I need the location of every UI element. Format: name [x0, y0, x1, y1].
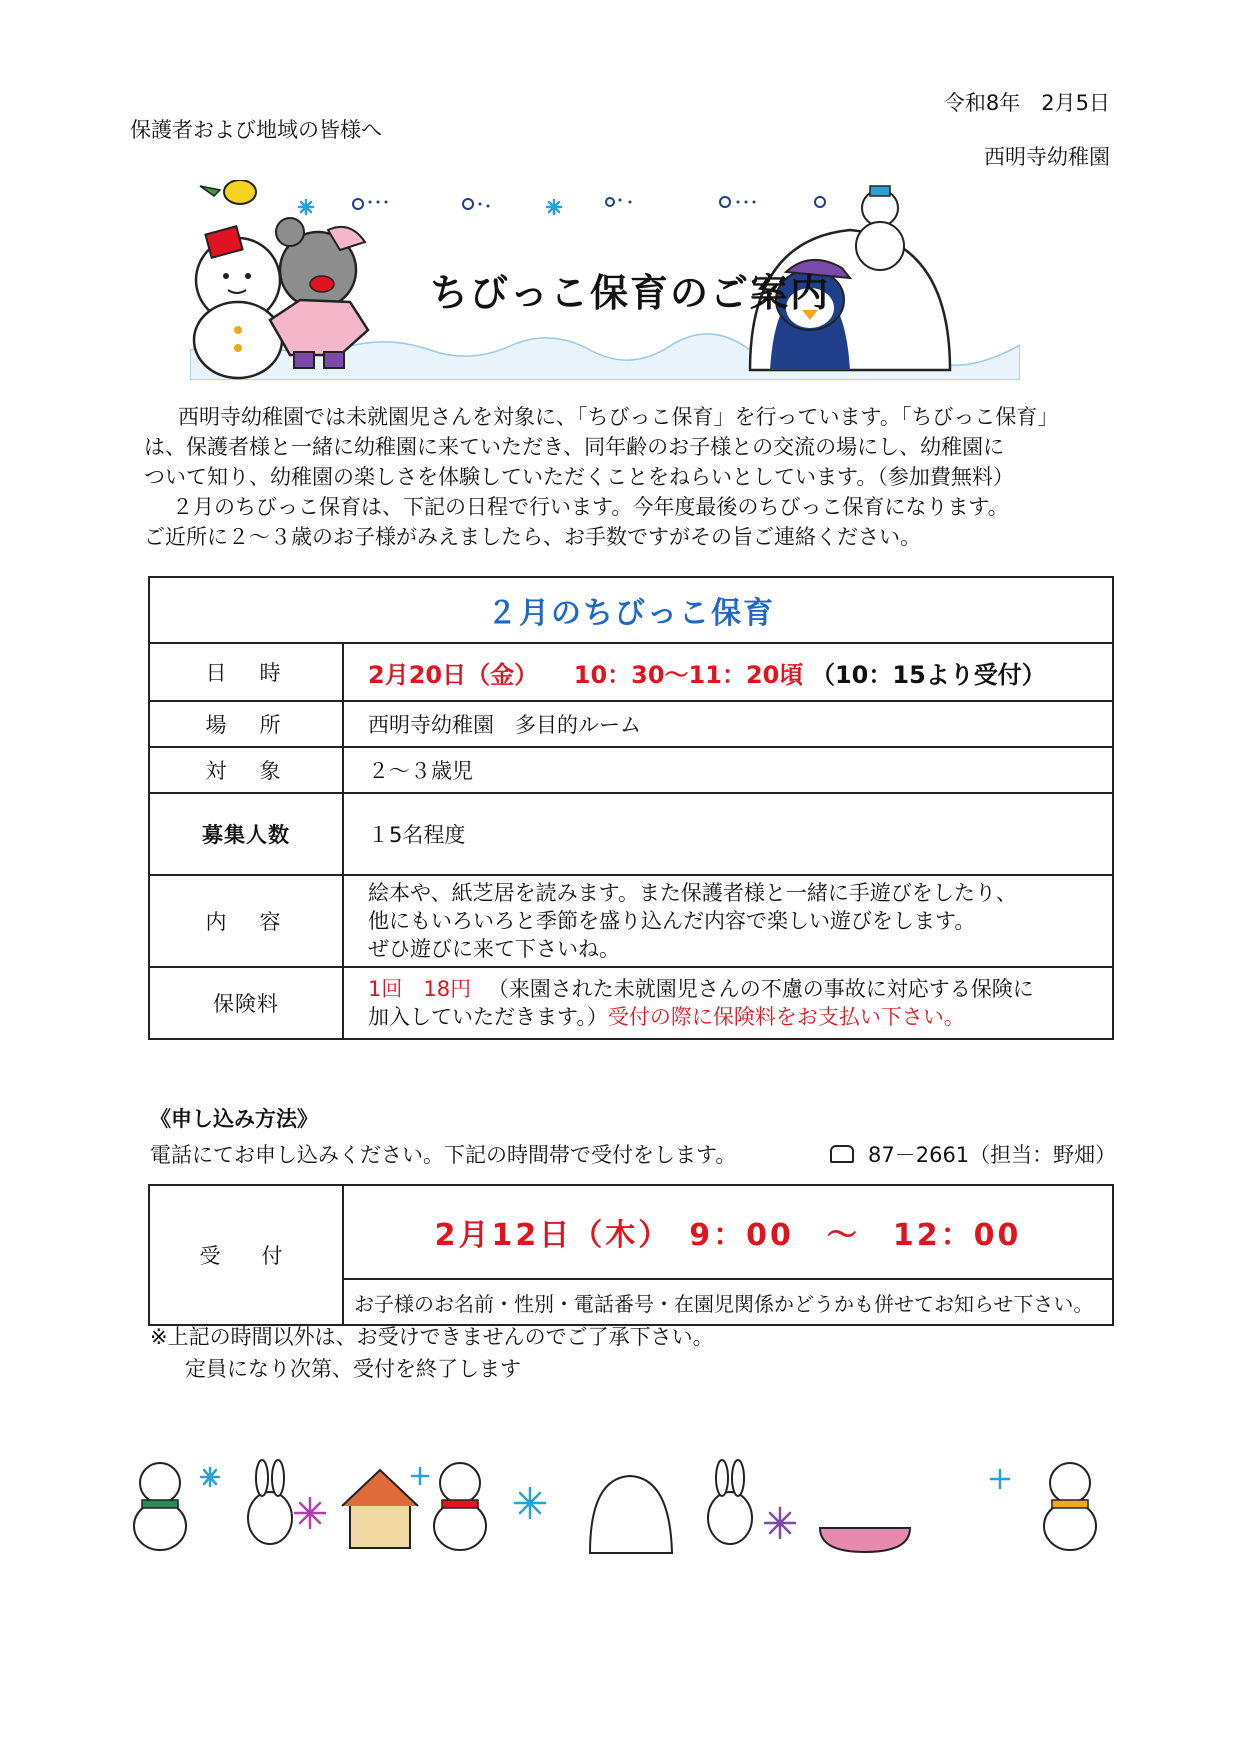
contact-phone	[830, 1140, 1116, 1170]
reception-label: 受 付	[149, 1185, 343, 1325]
intro-line: ご近所に２～３歳のお子様がみえましたら、お手数ですがその旨ご連絡ください。	[144, 525, 921, 549]
insurance-fee: 1回 18円	[368, 977, 472, 1001]
organization-name: 西明寺幼稚園	[984, 145, 1110, 169]
banner-title: ちびっこ保育のご案内	[430, 271, 831, 315]
event-time: 10：30～11：20頃	[573, 660, 804, 689]
insurance-value	[343, 967, 1113, 1039]
intro-line: ２月のちびっこ保育は、下記の日程で行います。今年度最後のちびっこ保育になります。	[172, 495, 1009, 519]
intro-line: は、保護者様と一緒に幼稚園に来ていただき、同年齢のお子様との交流の場にし、幼稚園に	[144, 435, 1005, 459]
insurance-payment-note: 受付の際に保険料をお支払い下さい。	[607, 1005, 965, 1029]
target-value: ２～３歳児	[343, 747, 1113, 793]
reception-table	[148, 1184, 1114, 1326]
datetime-label: 日 時	[149, 643, 343, 701]
event-info-table	[148, 576, 1114, 1040]
application-title: 《申し込み方法》	[150, 1107, 318, 1131]
capacity-value: １5名程度	[343, 793, 1113, 875]
application-description: 電話にてお申し込みください。下記の時間帯で受付をします。	[150, 1143, 737, 1167]
intro-paragraph	[144, 402, 1110, 552]
addressee: 保護者および地域の皆様へ	[130, 118, 382, 142]
phone-number: 87－2661（担当：野畑）	[868, 1143, 1117, 1167]
reception-note: お子様のお名前・性別・電話番号・在園児関係かどうかも併せてお知らせ下さい。	[343, 1279, 1113, 1325]
reception-time: 2月12日（木） 9：00 ～ 12：00	[343, 1185, 1113, 1279]
insurance-label: 保険料	[149, 967, 343, 1039]
intro-line: ついて知り、幼稚園の楽しさを体験していただくことをねらいとしています。（参加費無料）	[144, 465, 1014, 489]
event-reception-time: （10：15より受付）	[810, 660, 1046, 689]
document-date: 令和8年 2月5日	[943, 91, 1110, 115]
notice-line: 定員になり次第、受付を終了します	[185, 1357, 521, 1381]
content-line: 絵本や、紙芝居を読みます。また保護者様と一緒に手遊びをしたり、	[368, 881, 1017, 905]
winter-footer-illustration	[120, 1448, 1120, 1558]
place-label: 場 所	[149, 701, 343, 747]
intro-line: 西明寺幼稚園では未就園児さんを対象に、「ちびっこ保育」を行っています。「ちびっこ保育」	[178, 405, 1059, 429]
insurance-description-cont: 加入していただきます。）	[368, 1005, 608, 1029]
target-label: 対 象	[149, 747, 343, 793]
datetime-value	[343, 643, 1113, 701]
event-date: 2月20日（金）	[368, 660, 539, 689]
content-value	[343, 875, 1113, 967]
content-line: ぜひ遊びに来て下さいね。	[368, 937, 620, 961]
place-value: 西明寺幼稚園 多目的ルーム	[343, 701, 1113, 747]
content-line: 他にもいろいろと季節を盛り込んだ内容で楽しい遊びをします。	[368, 909, 976, 933]
notice-line: ※上記の時間以外は、お受けできませんのでご了承下さい。	[150, 1325, 714, 1349]
insurance-description: （来園された未就園児さんの不慮の事故に対応する保険に	[487, 977, 1034, 1001]
event-table-heading: ２月のちびっこ保育	[149, 577, 1113, 643]
telephone-icon	[830, 1145, 854, 1163]
content-label: 内 容	[149, 875, 343, 967]
capacity-label: 募集人数	[149, 793, 343, 875]
